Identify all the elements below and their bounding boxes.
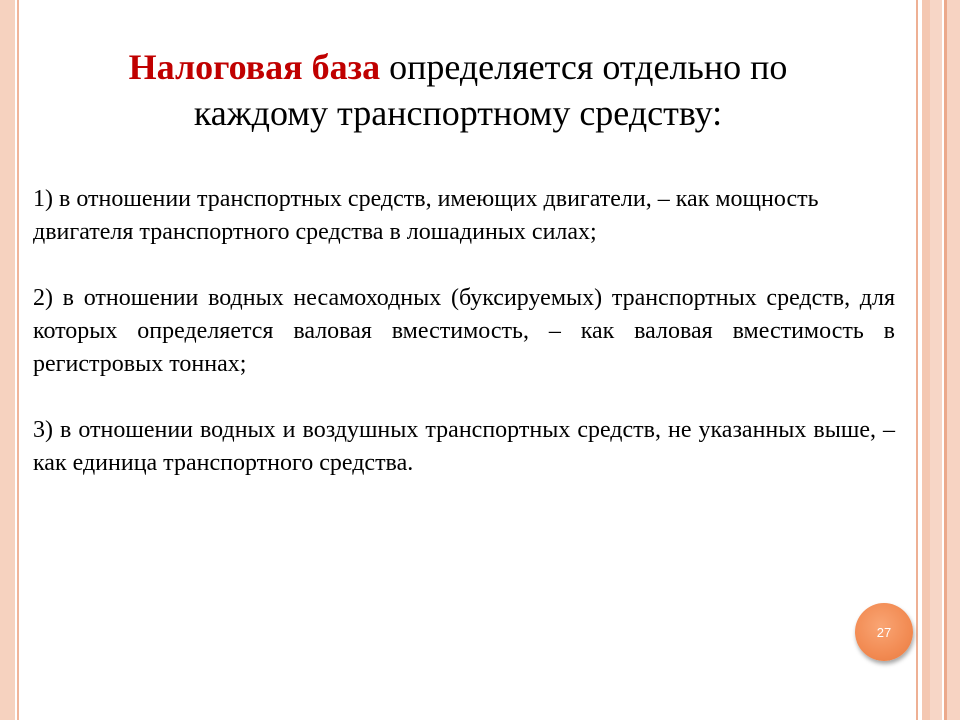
left-frame-band bbox=[0, 0, 15, 720]
slide-title bbox=[30, 44, 886, 136]
right-frame-band bbox=[930, 0, 942, 720]
slide-body bbox=[33, 183, 895, 480]
title-rest: определяется отдельно по bbox=[380, 47, 788, 87]
paragraph-gap bbox=[33, 381, 895, 414]
page-number-badge: 27 bbox=[855, 603, 913, 661]
title-line2: каждому транспортному средству: bbox=[193, 93, 723, 133]
list-item: 1) в отношении транспортных средств, имеющих двигатели, – как мощность двигателя транспортного средства в лошадиных силах; bbox=[33, 186, 819, 245]
right-frame-line bbox=[916, 0, 918, 720]
list-item: 2) в отношении водных несамоходных (буксируемых) транспортных средств, для которых определяется валовая вместимость, – как валовая вместимость в регистровых тоннах; bbox=[33, 285, 895, 377]
right-frame-band bbox=[947, 0, 960, 720]
list-item: 3) в отношении водных и воздушных транспортных средств, не указанных выше, – как единица транспортного средства. bbox=[33, 417, 895, 476]
title-accent: Налоговая база bbox=[128, 47, 381, 87]
right-frame-band bbox=[922, 0, 930, 720]
left-frame-line bbox=[17, 0, 19, 720]
paragraph-gap bbox=[33, 249, 895, 282]
